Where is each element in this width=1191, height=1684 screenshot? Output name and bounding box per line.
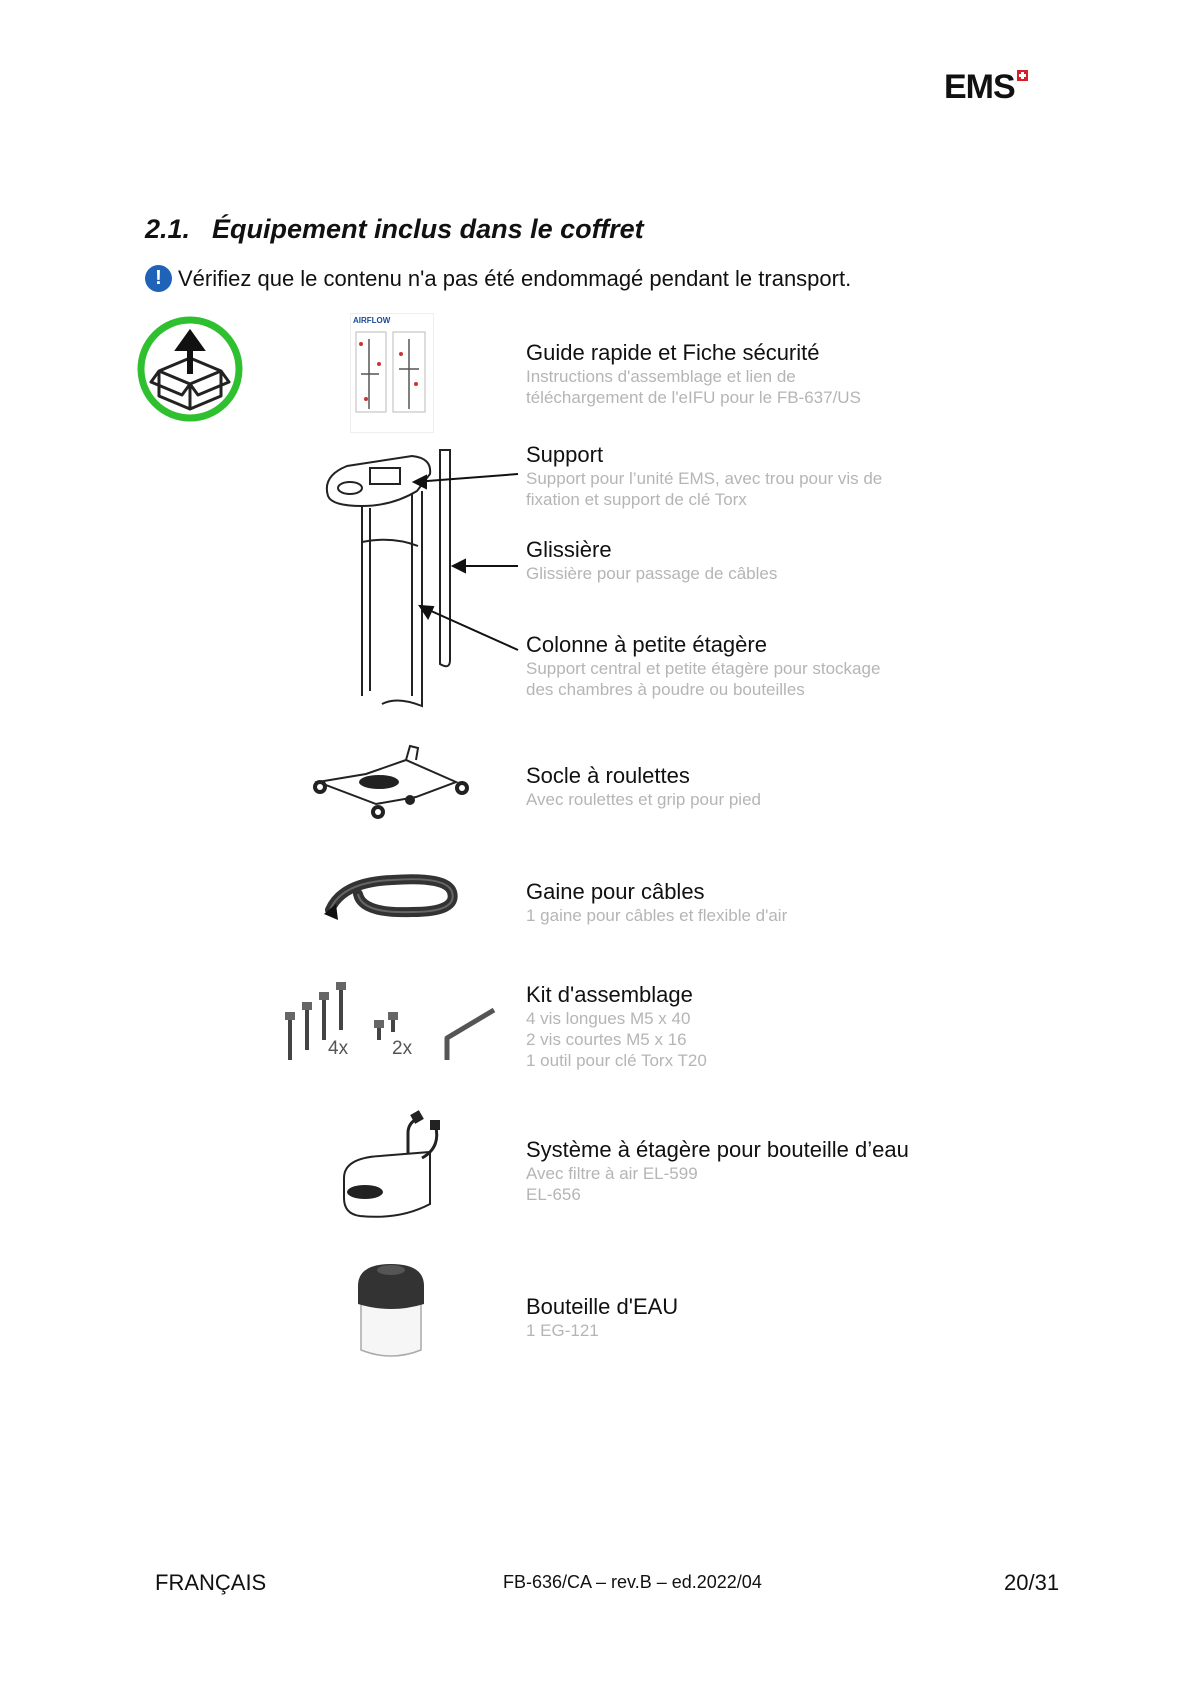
long-screw-count: 4x: [328, 1038, 349, 1059]
item-desc-line: 4 vis longues M5 x 40: [526, 1009, 691, 1028]
item-title: Support: [526, 442, 604, 467]
bottle-shelf-system-drawing: [340, 1108, 460, 1223]
guide-thumbnail-icon: [351, 314, 433, 432]
item-title: Colonne à petite étagère: [526, 632, 767, 657]
item-title: Kit d'assemblage: [526, 982, 693, 1007]
page-number: 20/31: [1004, 1570, 1060, 1595]
item-desc-line: Glissière pour passage de câbles: [526, 564, 778, 583]
water-bottle-drawing: [356, 1262, 426, 1362]
item-title: Système à étagère pour bouteille d’eau: [526, 1137, 909, 1162]
wheeled-base-drawing: [306, 742, 476, 824]
short-screw-count: 2x: [392, 1038, 413, 1059]
ems-logo: [944, 68, 1028, 107]
cable-sleeve-drawing: [322, 862, 467, 927]
item-desc-line: des chambres à poudre ou bouteilles: [526, 680, 805, 699]
section-heading: [145, 214, 644, 245]
item-title: Guide rapide et Fiche sécurité: [526, 340, 820, 365]
item-bottle-shelf-system: [526, 1137, 909, 1205]
logo-text: EMS: [944, 68, 1015, 106]
item-title: Gaine pour câbles: [526, 879, 705, 904]
item-water-bottle: [526, 1294, 678, 1341]
item-desc-line: 1 EG-121: [526, 1321, 599, 1340]
item-title: Bouteille d'EAU: [526, 1294, 679, 1319]
item-title: Socle à roulettes: [526, 763, 690, 788]
item-wheeled-base: [526, 763, 761, 810]
exclamation-icon: !: [145, 265, 172, 292]
footer-language: FRANÇAIS: [155, 1570, 267, 1595]
item-desc-line: 1 outil pour clé Torx T20: [526, 1051, 707, 1070]
item-desc-line: fixation et support de clé Torx: [526, 490, 747, 509]
column-assembly-drawing: [322, 446, 522, 716]
item-desc-line: téléchargement de l'eIFU pour le FB-637/US: [526, 388, 861, 407]
item-desc-line: Avec roulettes et grip pour pied: [526, 790, 761, 809]
item-column: [526, 632, 880, 700]
unbox-icon: [137, 316, 247, 426]
item-desc-line: Instructions d'assemblage et lien de: [526, 367, 796, 386]
item-assembly-kit: [526, 982, 707, 1071]
item-desc-line: Support central et petite étagère pour stockage: [526, 659, 881, 678]
notice: [145, 265, 851, 292]
item-slide: [526, 537, 777, 584]
item-title: Glissière: [526, 537, 612, 562]
notice-text: Vérifiez que le contenu n'a pas été endommagé pendant le transport.: [178, 265, 852, 291]
item-desc-line: 1 gaine pour câbles et flexible d'air: [526, 906, 788, 925]
item-support: [526, 442, 882, 510]
item-desc-line: EL-656: [526, 1185, 581, 1204]
guide-image-label: AIRFLOW: [353, 316, 391, 325]
section-number: 2.1.: [145, 214, 191, 244]
quick-guide-image: [350, 313, 434, 433]
footer-reference: FB-636/CA – rev.B – ed.2022/04: [503, 1572, 762, 1592]
swiss-cross-icon: [1017, 70, 1028, 81]
section-title: Équipement inclus dans le coffret: [212, 214, 644, 244]
item-quick-guide: [526, 340, 861, 408]
item-desc-line: 2 vis courtes M5 x 16: [526, 1030, 687, 1049]
item-cable-sleeve: [526, 879, 787, 926]
item-desc-line: Support pour l’unité EMS, avec trou pour vis de: [526, 469, 883, 488]
item-desc-line: Avec filtre à air EL-599: [526, 1164, 698, 1183]
